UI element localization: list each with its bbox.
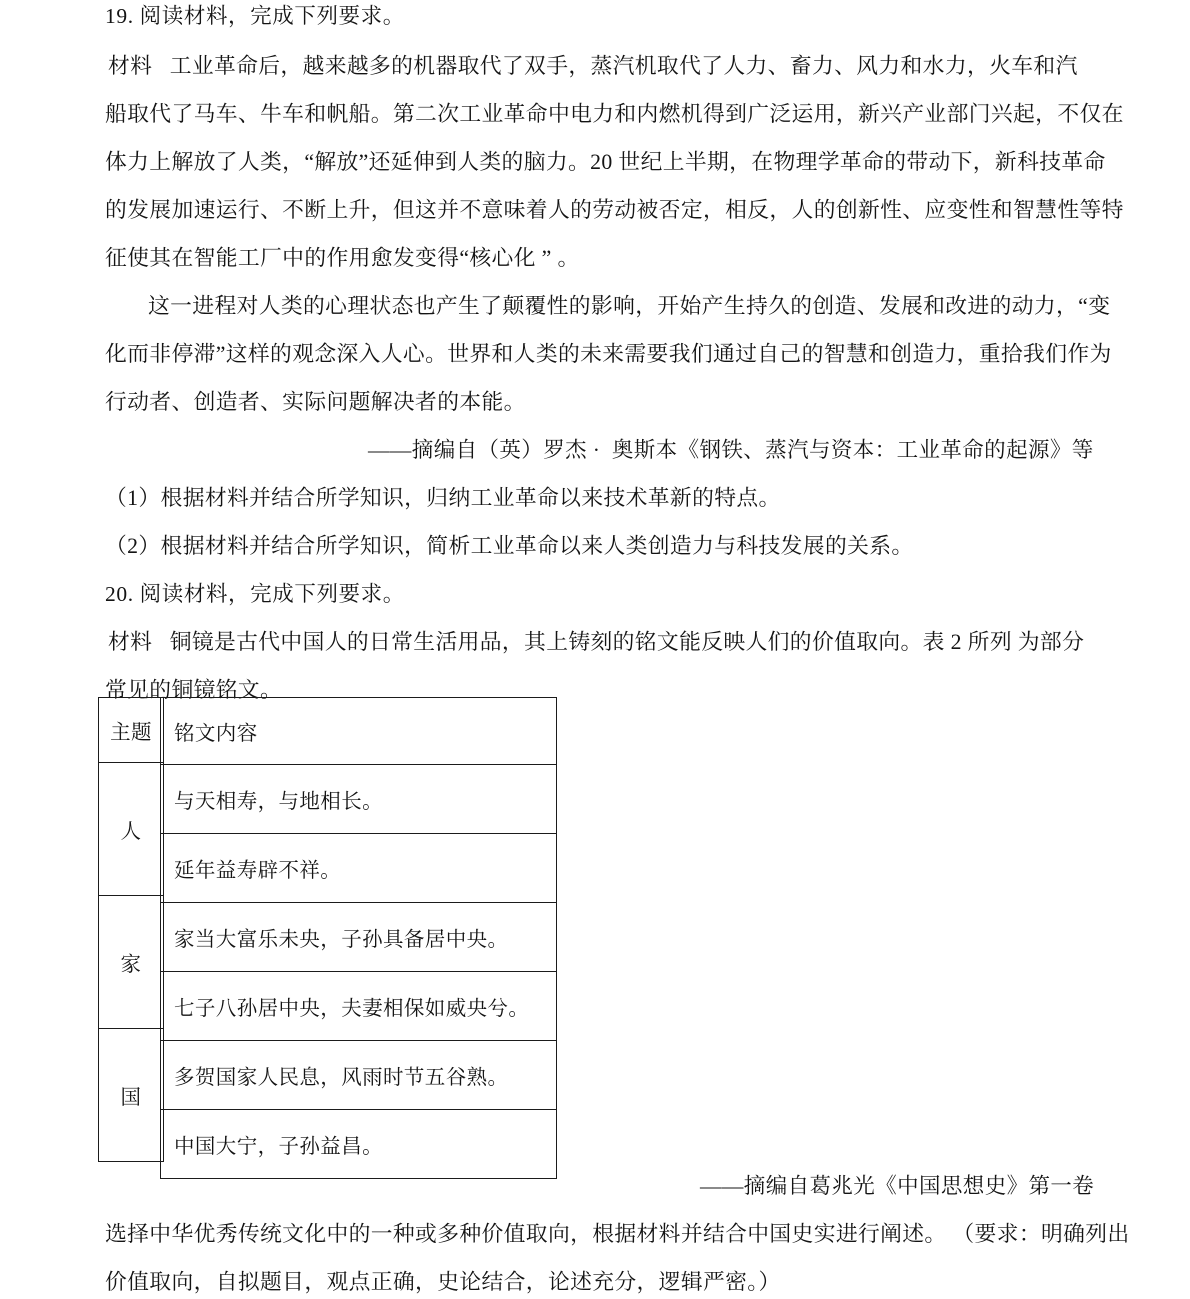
table-row	[99, 763, 164, 896]
q19-sub-question-2: （2）根据材料并结合所学知识，简析工业革命以来人类创造力与科技发展的关系。	[105, 534, 914, 558]
q20-prompt-line-1: 选择中华优秀传统文化中的一种或多种价值取向，根据材料并结合中国史实进行阐述。 （要求：明确列出	[105, 1222, 1130, 1246]
q19-material-line-2: 船取代了马车、牛车和帆船。第二次工业革命中电力和内燃机得到广泛运用，新兴产业部门兴起，不仅在	[105, 102, 1124, 126]
q20-source-citation: ——摘编自葛兆光《中国思想史》第一卷	[700, 1174, 1095, 1198]
inscription-jia-2: 七子八孙居中央，夫妻相保如威央兮。	[161, 972, 557, 1041]
table-header-inscription: 铭文内容	[161, 698, 557, 765]
table-row	[161, 765, 557, 834]
q20-material-line-1: 材料 铜镜是古代中国人的日常生活用品，其上铸刻的铭文能反映人们的价值取向。表 2 所列 为部分	[108, 630, 1085, 654]
q19-paragraph2-line-3: 行动者、创造者、实际问题解决者的本能。	[105, 390, 526, 414]
question-20-heading: 20. 阅读材料，完成下列要求。	[105, 582, 405, 606]
q19-material-line-1: 材料 工业革命后，越来越多的机器取代了双手，蒸汽机取代了人力、畜力、风力和水力，火车和汽	[108, 54, 1078, 78]
table-header-row	[99, 698, 164, 763]
question-19-heading: 19. 阅读材料，完成下列要求。	[105, 4, 405, 28]
theme-cell-ren: 人	[99, 763, 164, 896]
table-row	[161, 1041, 557, 1110]
table-row	[161, 903, 557, 972]
q19-sub-question-1: （1）根据材料并结合所学知识，归纳工业革命以来技术革新的特点。	[105, 486, 781, 510]
q20-material-line-2: 常见的铜镜铭文。	[105, 678, 283, 702]
inscription-jia-1: 家当大富乐未央，子孙具备居中央。	[161, 903, 557, 972]
table-row	[99, 896, 164, 1029]
inscription-guo-1: 多贺国家人民息，风雨时节五谷熟。	[161, 1041, 557, 1110]
q20-prompt-line-2: 价值取向，自拟题目，观点正确，史论结合，论述充分，逻辑严密。）	[105, 1270, 781, 1294]
q19-source-citation: ——摘编自（英）罗杰 · 奥斯本《钢铁、蒸汽与资本：工业革命的起源》等	[368, 438, 1094, 462]
q19-material-line-3: 体力上解放了人类，“解放”还延伸到人类的脑力。20 世纪上半期，在物理学革命的带动下，新科技革命	[105, 150, 1106, 174]
q19-paragraph2-line-2: 化而非停滞”这样的观念深入人心。世界和人类的未来需要我们通过自己的智慧和创造力，重拾我们作为	[105, 342, 1112, 366]
inscription-ren-1: 与天相寿，与地相长。	[161, 765, 557, 834]
table-header-row	[161, 698, 557, 765]
table-row	[99, 1029, 164, 1162]
table-row	[161, 1110, 557, 1179]
table-row	[161, 834, 557, 903]
mirror-inscription-table	[160, 697, 557, 1179]
q19-material-line-5: 征使其在智能工厂中的作用愈发变得“核心化 ” 。	[105, 246, 580, 270]
theme-cell-jia: 家	[99, 896, 164, 1029]
table-header-theme: 主题	[99, 698, 164, 763]
mirror-inscription-theme-column	[98, 697, 164, 1162]
q19-paragraph2-line-1: 这一进程对人类的心理状态也产生了颠覆性的影响，开始产生持久的创造、发展和改进的动力，“变	[148, 294, 1111, 318]
inscription-guo-2: 中国大宁，子孙益昌。	[161, 1110, 557, 1179]
q19-material-line-4: 的发展加速运行、不断上升，但这并不意味着人的劳动被否定，相反，人的创新性、应变性和智慧性等特	[105, 198, 1124, 222]
theme-cell-guo: 国	[99, 1029, 164, 1162]
table-row	[161, 972, 557, 1041]
inscription-ren-2: 延年益寿辟不祥。	[161, 834, 557, 903]
